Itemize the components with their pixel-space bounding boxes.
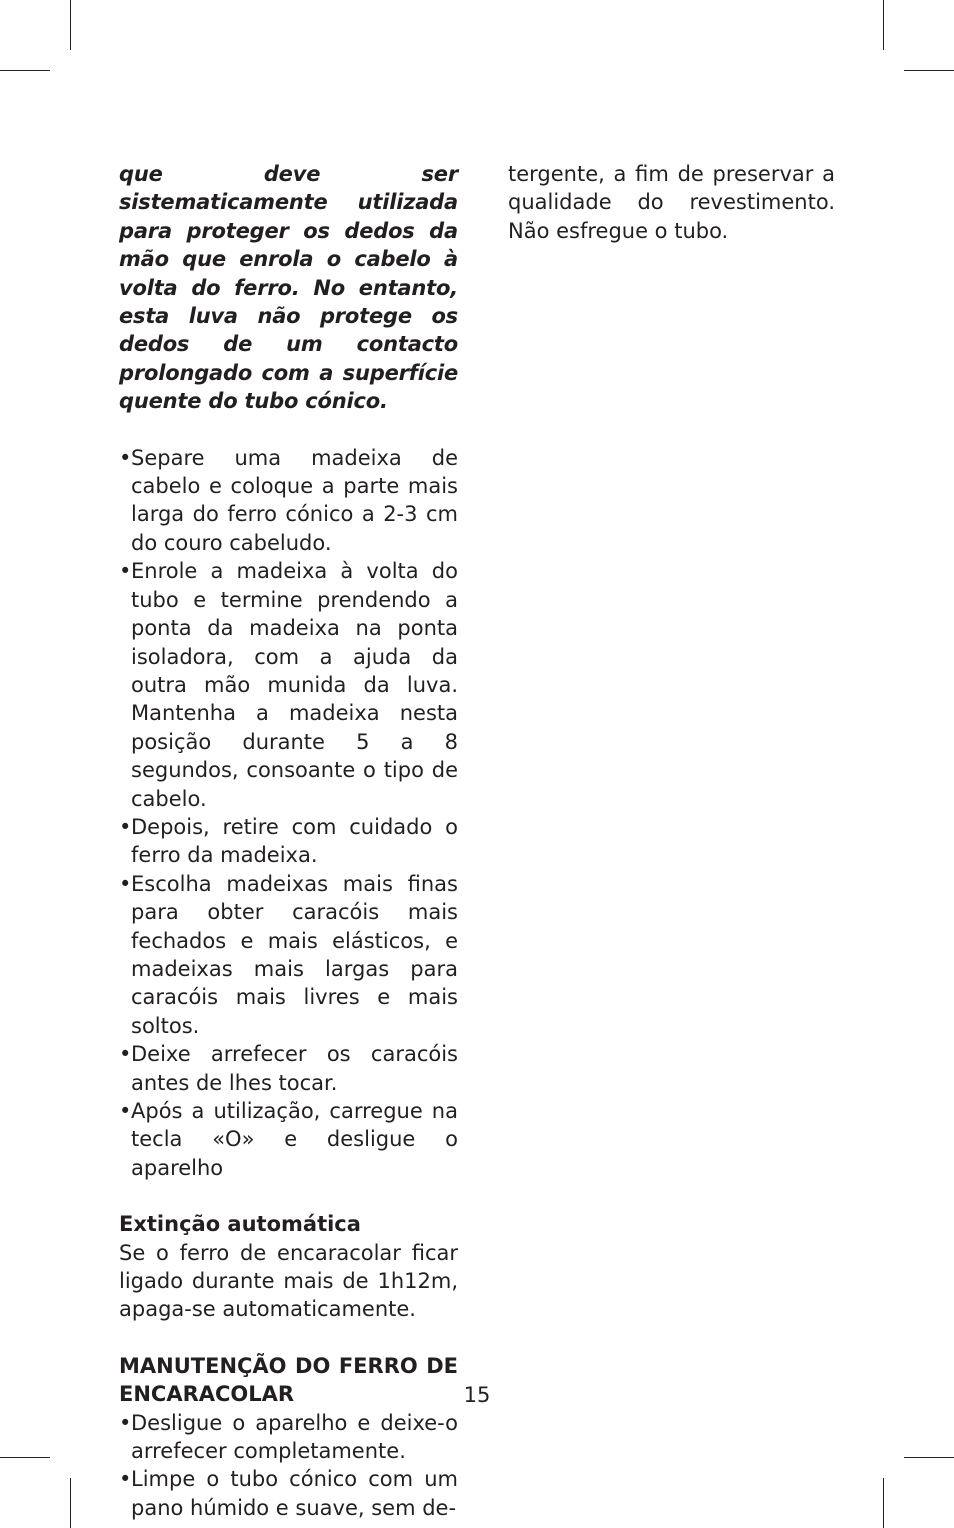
spacer: [119, 416, 458, 444]
usage-step: • Depois, retire com cuidado o ferro da madeixa.: [119, 813, 458, 870]
glove-warning: que deve ser sistematicamente utilizada para proteger os dedos da mão que enrola o cabelo à volta do ferro. No entanto, esta luva não protege os dedos de um contacto prolongado com a superfície quente do tubo cónico.: [119, 162, 458, 414]
left-column: [119, 160, 458, 1522]
page-number: 15: [463, 1383, 491, 1407]
usage-step: • Separe uma madeixa de cabelo e coloque a parte mais larga do ferro cónico a 2-3 cm do couro cabeludo.: [119, 444, 458, 558]
auto-off-text: Se o ferro de encaracolar ficar ligado durante mais de 1h12m, apaga-se automaticamente.: [119, 1240, 458, 1322]
right-column: [508, 160, 835, 245]
usage-step: • Após a utilização, carregue na tecla «O» e desligue o aparelho: [119, 1097, 458, 1182]
maintenance-step: • Limpe o tubo cónico com um pano húmido e suave, sem de-: [119, 1465, 458, 1522]
crop-mark-top-right-h: [904, 70, 954, 71]
spacer: [119, 1182, 458, 1210]
usage-steps-list: [119, 444, 458, 1183]
maintenance-step: • Desligue o aparelho e deixe-o arrefecer completamente.: [119, 1409, 458, 1466]
usage-step: • Escolha madeixas mais finas para obter caracóis mais fechados e mais elásticos, e madeixas mais largas para caracóis mais livres e mais soltos.: [119, 870, 458, 1040]
crop-mark-bottom-left-h: [0, 1457, 50, 1458]
crop-mark-bottom-right: [883, 1478, 884, 1528]
crop-mark-bottom-right-h: [904, 1457, 954, 1458]
crop-mark-top-left: [70, 0, 71, 50]
crop-mark-top-right: [883, 0, 884, 50]
usage-step: • Enrole a madeixa à volta do tubo e termine prendendo a ponta da madeixa na ponta isoladora, com a ajuda da outra mão munida da luva. Mantenha a madeixa nesta posição durante 5 a 8 segundos, consoante o tipo de cabelo.: [119, 557, 458, 813]
right-column-text: tergente, a fim de preservar a qualidade do revestimento. Não esfregue o tubo.: [508, 162, 835, 243]
usage-step: • Deixe arrefecer os caracóis antes de lhes tocar.: [119, 1040, 458, 1097]
maintenance-steps-list: [119, 1409, 458, 1523]
auto-off-heading: Extinção automática: [119, 1212, 361, 1237]
maintenance-heading: MANUTENÇÃO DO FERRO DE ENCARACOLAR: [119, 1353, 458, 1407]
crop-mark-top-left-h: [0, 70, 50, 71]
spacer: [119, 1324, 458, 1352]
crop-mark-bottom-left: [70, 1478, 71, 1528]
